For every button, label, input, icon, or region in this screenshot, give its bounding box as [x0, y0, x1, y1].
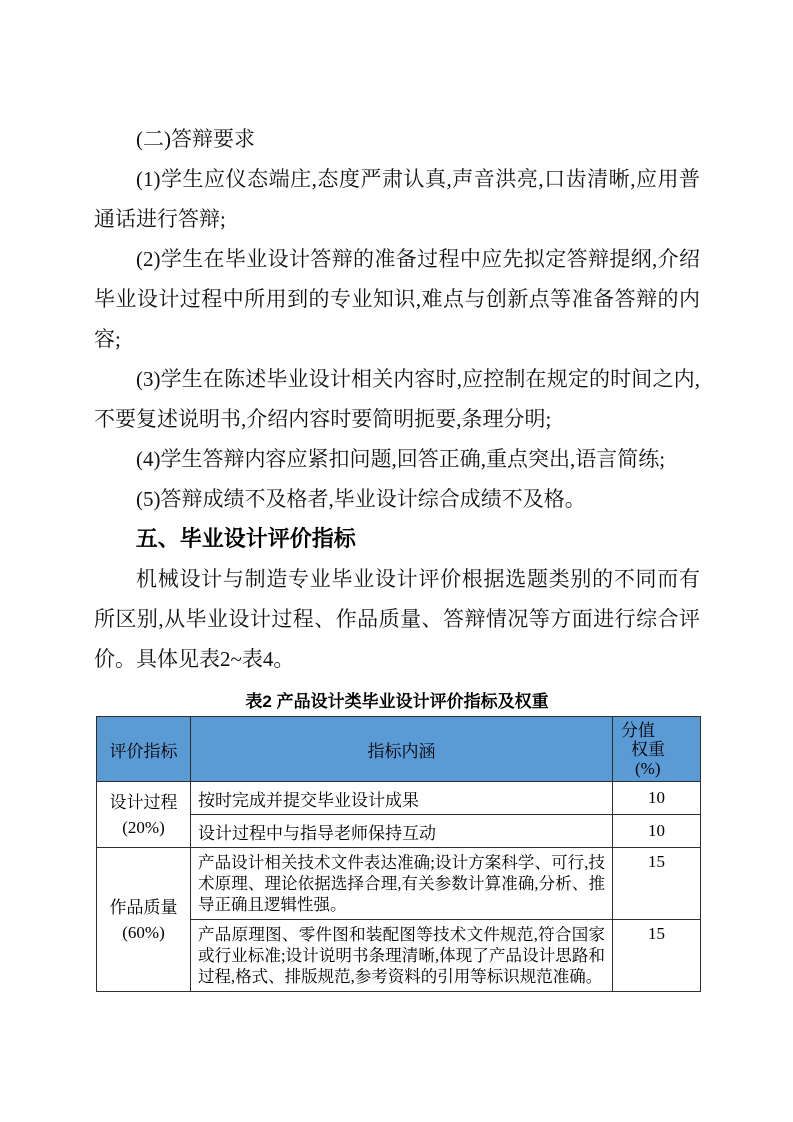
indicator-name: 作品质量 — [109, 897, 178, 917]
header-cell-indicator: 评价指标 — [97, 717, 191, 782]
paragraph-item-5: (5)答辩成绩不及格者,毕业设计综合成绩不及格。 — [136, 487, 586, 511]
score-header-line-3: (%) — [635, 758, 661, 778]
content-cell: 产品设计相关技术文件表达准确;设计方案科学、可行,技术原理、理论依据选择合理,有关参数计算准确,分析、推导正确且逻辑性强。 — [191, 848, 613, 920]
indicator-cell-work-quality — [97, 848, 191, 992]
score-cell: 15 — [613, 848, 701, 920]
score-cell: 10 — [613, 815, 701, 848]
content-cell: 按时完成并提交毕业设计成果 — [191, 782, 613, 815]
score-cell: 10 — [613, 782, 701, 815]
content-cell: 设计过程中与指导老师保持互动 — [191, 815, 613, 848]
table-row — [97, 848, 701, 920]
indicator-weight: (20%) — [122, 817, 165, 837]
indicator-name: 设计过程 — [109, 792, 178, 812]
paragraph-intro: 机械设计与制造专业毕业设计评价根据选题类别的不同而有所区别,从毕业设计过程、作品质量、答辩情况等方面进行综合评价。具体见表2~表4。 — [94, 567, 700, 671]
content-cell: 产品原理图、零件图和装配图等技术文件规范,符合国家或行业标准;设计说明书条理清晰,体现了产品设计思路和过程,格式、排版规范,参考资料的引用等标识规范准确。 — [191, 920, 613, 992]
paragraph-item-1: (1)学生应仪态端庄,态度严肃认真,声音洪亮,口齿清晰,应用普通话进行答辩; — [94, 167, 700, 231]
indicator-weight: (60%) — [122, 922, 165, 942]
table-caption: 表2 产品设计类毕业设计评价指标及权重 — [245, 692, 549, 711]
table-row — [97, 782, 701, 815]
score-header-line-2: 权重 — [631, 739, 665, 759]
paragraph-item-2: (2)学生在毕业设计答辩的准备过程中应先拟定答辩提纲,介绍毕业设计过程中所用到的专业知识,难点与创新点等准备答辩的内容; — [94, 247, 700, 351]
score-header-line-1: 分值 — [621, 720, 655, 740]
score-cell: 15 — [613, 920, 701, 992]
paragraph-item-4: (4)学生答辩内容应紧扣问题,回答正确,重点突出,语言简练; — [136, 447, 666, 471]
section-heading: 五、毕业设计评价指标 — [135, 526, 356, 551]
header-cell-content: 指标内涵 — [191, 717, 613, 782]
paragraph-item-3: (3)学生在陈述毕业设计相关内容时,应控制在规定的时间之内,不要复述说明书,介绍内容时要简明扼要,条理分明; — [94, 367, 700, 431]
document-content — [94, 0, 700, 992]
indicator-cell-design-process — [97, 782, 191, 848]
paragraph-defense-requirements-heading: (二)答辩要求 — [136, 127, 255, 151]
header-cell-score — [613, 717, 701, 782]
table-header-row — [97, 717, 701, 782]
evaluation-table — [96, 716, 701, 992]
